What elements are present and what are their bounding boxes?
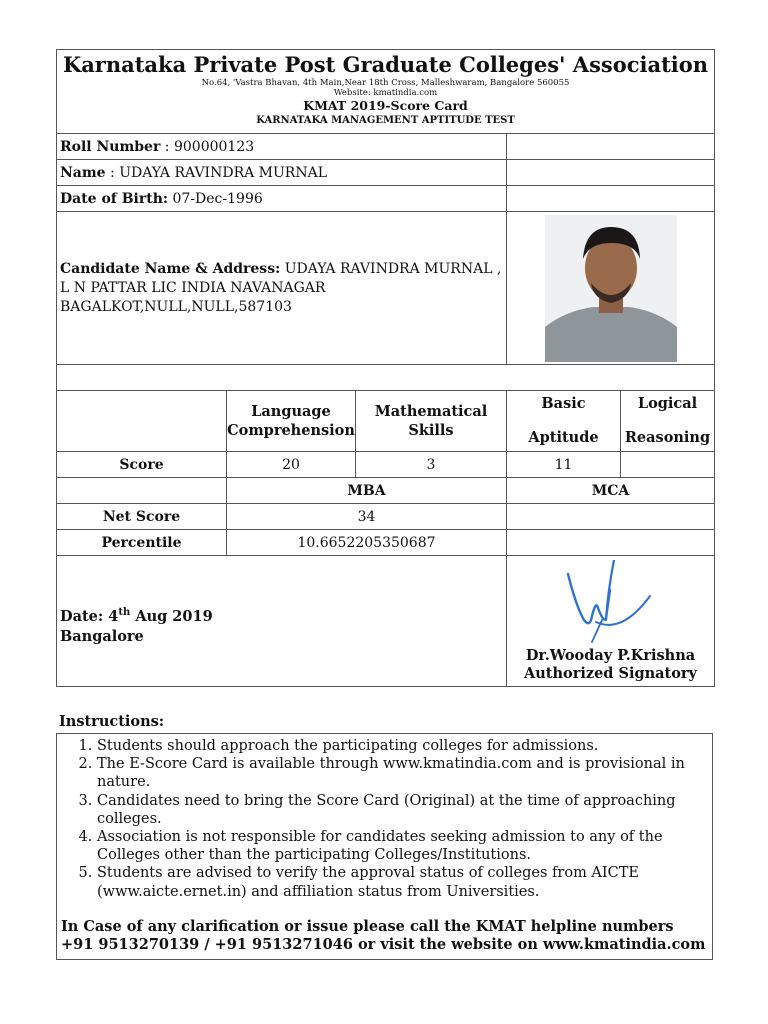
score-basic: 11 xyxy=(506,452,620,477)
association-address: No.64, 'Vastra Bhavan, 4th Main,Near 18th Cross, Malleshwaram, Bangalore 560055 xyxy=(201,78,570,88)
header-math: Mathematical Skills xyxy=(355,391,506,451)
score-row xyxy=(57,451,714,477)
instruction-item: 5. Students are advised to verify the approval status of colleges from AICTE (www.aicte.ernet.in) and affiliation status from Universities. xyxy=(97,864,708,900)
program-header-row xyxy=(57,477,714,503)
blank-row xyxy=(57,364,714,390)
roll-number-value: : 900000123 xyxy=(160,138,255,155)
name-row xyxy=(57,159,714,185)
address-label: Candidate Name & Address: xyxy=(60,260,281,277)
card-header xyxy=(57,50,714,133)
date-signature-row xyxy=(57,555,714,686)
percentile-label: Percentile xyxy=(101,534,182,551)
net-score-label: Net Score xyxy=(102,508,181,525)
candidate-photo xyxy=(545,215,677,362)
dob-value: 07-Dec-1996 xyxy=(168,190,263,207)
instructions-list xyxy=(61,737,708,901)
instructions-title: Instructions: xyxy=(59,713,165,730)
header-logical-line2: Reasoning xyxy=(624,429,711,446)
header-basic-line2: Aptitude xyxy=(528,429,599,446)
signatory-name: Dr.Wooday P.Krishna xyxy=(525,647,696,664)
empty-cell xyxy=(57,478,226,503)
net-score-row xyxy=(57,503,714,529)
subject-header-row xyxy=(57,390,714,451)
empty-cell xyxy=(506,186,714,211)
dob-row xyxy=(57,185,714,211)
header-logical xyxy=(620,391,714,451)
issue-date: Date: 4th Aug 2019 xyxy=(60,607,213,625)
mba-header: MBA xyxy=(226,478,506,503)
helpline-text: In Case of any clarification or issue please call the KMAT helpline numbers +91 9513270139 / +91 9513271046 or visit the website on www.kmatindia.com xyxy=(61,917,706,954)
score-card xyxy=(56,49,715,687)
signature-image xyxy=(562,560,672,656)
empty-cell xyxy=(506,160,714,185)
header-basic xyxy=(506,391,620,451)
signatory-title: Authorized Signatory xyxy=(524,665,697,682)
instruction-item: 4. Association is not responsible for candidates seeking admission to any of the Colleges other than the participating Colleges/Institutions. xyxy=(97,828,708,864)
percentile-mba: 10.6652205350687 xyxy=(226,530,506,555)
score-math: 3 xyxy=(355,452,506,477)
address-value: UDAYA RAVINDRA MURNAL , L N PATTAR LIC INDIA NAVANAGAR BAGALKOT,NULL,NULL,587103 xyxy=(60,260,502,315)
header-language: Language Comprehension xyxy=(226,391,355,451)
name-label: Name xyxy=(60,164,106,181)
score-language: 20 xyxy=(226,452,355,477)
score-logical xyxy=(620,452,714,477)
dob-label: Date of Birth: xyxy=(60,190,169,207)
percentile-mca xyxy=(506,530,714,555)
roll-number-row xyxy=(57,133,714,159)
roll-number-label: Roll Number xyxy=(60,138,161,155)
header-logical-line1: Logical xyxy=(637,395,698,412)
empty-cell xyxy=(57,391,226,451)
instruction-item: 3. Candidates need to bring the Score Card (Original) at the time of approaching colleges. xyxy=(97,792,708,828)
instruction-item: 1. Students should approach the participating colleges for admissions. xyxy=(97,737,708,755)
header-basic-line1: Basic xyxy=(541,395,586,412)
mca-header: MCA xyxy=(506,478,714,503)
instructions-box xyxy=(56,733,713,960)
address-photo-row xyxy=(57,211,714,364)
score-card-title: KMAT 2019-Score Card xyxy=(303,98,468,113)
association-website: Website: kmatindia.com xyxy=(333,88,438,98)
name-value: : UDAYA RAVINDRA MURNAL xyxy=(105,164,327,181)
percentile-row xyxy=(57,529,714,555)
net-score-mba: 34 xyxy=(226,504,506,529)
test-name: KARNATAKA MANAGEMENT APTITUDE TEST xyxy=(256,115,515,126)
net-score-mca xyxy=(506,504,714,529)
score-label: Score xyxy=(119,456,164,473)
instruction-item: 2. The E-Score Card is available through www.kmatindia.com and is provisional in nature. xyxy=(97,755,708,791)
association-title: Karnataka Private Post Graduate Colleges' Association xyxy=(62,52,709,77)
empty-cell xyxy=(506,134,714,159)
issue-place: Bangalore xyxy=(60,627,144,645)
